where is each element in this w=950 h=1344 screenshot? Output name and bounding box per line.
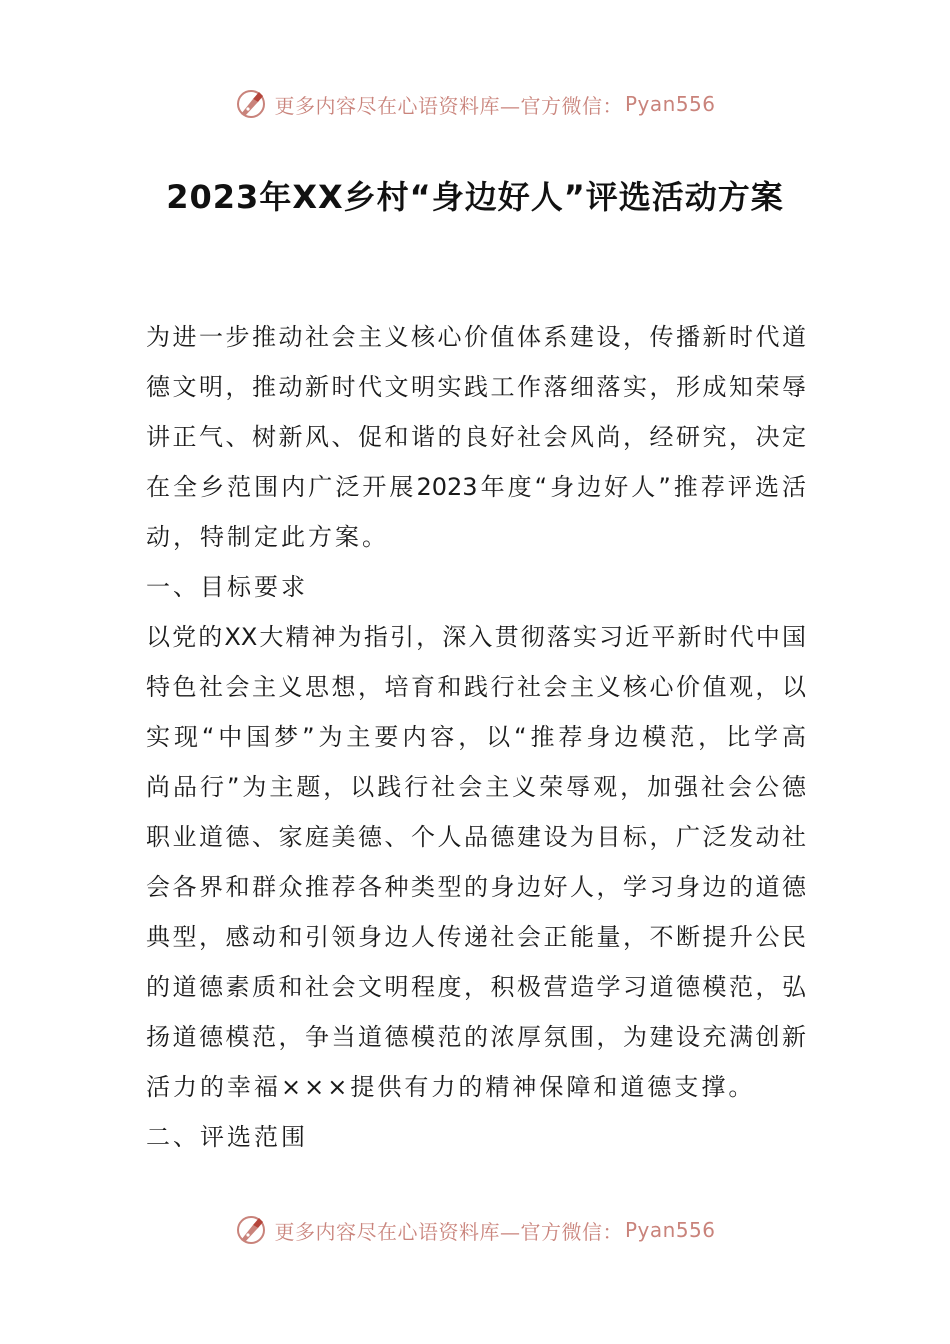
watermark-text: 更多内容尽在心语资料库—官方微信：	[274, 93, 623, 118]
watermark-text: 更多内容尽在心语资料库—官方微信：	[274, 1219, 623, 1244]
watermark-wechat-id: Pyan556	[624, 1218, 716, 1242]
watermark-header	[0, 84, 950, 124]
pen-nib-logo-icon	[234, 1213, 268, 1247]
text-line: 德文明，推动新时代文明实践工作落细落实，形成知荣辱	[146, 373, 806, 401]
text-line: 活力的幸福×××提供有力的精神保障和道德支撑。	[146, 1073, 756, 1101]
text-line: 职业道德、家庭美德、个人品德建设为目标，广泛发动社	[146, 823, 806, 851]
text-line: 特色社会主义思想，培育和践行社会主义核心价值观，以	[146, 673, 806, 701]
text-line: 讲正气、树新风、促和谐的良好社会风尚，经研究，决定	[146, 423, 806, 451]
goal-paragraph	[146, 612, 806, 1112]
section-heading-scope: 二、评选范围	[146, 1123, 308, 1151]
text-line: 会各界和群众推荐各种类型的身边好人，学习身边的道德	[146, 873, 806, 901]
text-line: 的道德素质和社会文明程度，积极营造学习道德模范，弘	[146, 973, 806, 1001]
text-line: 实现“中国梦”为主要内容，以“推荐身边模范，比学高	[146, 723, 806, 751]
pen-nib-logo-icon	[234, 87, 268, 121]
text-line: 在全乡范围内广泛开展2023年度“身边好人”推荐评选活	[146, 473, 806, 501]
text-line: 以党的XX大精神为指引，深入贯彻落实习近平新时代中国	[146, 623, 806, 651]
text-line: 为进一步推动社会主义核心价值体系建设，传播新时代道	[146, 323, 806, 351]
document-body	[146, 312, 806, 1162]
intro-paragraph	[146, 312, 806, 562]
text-line: 扬道德模范，争当道德模范的浓厚氛围，为建设充满创新	[146, 1023, 806, 1051]
watermark-footer	[0, 1210, 950, 1250]
section-heading-goals: 一、目标要求	[146, 573, 308, 601]
text-line: 尚品行”为主题，以践行社会主义荣辱观，加强社会公德	[146, 773, 806, 801]
watermark-wechat-id: Pyan556	[624, 92, 716, 116]
document-title: 2023年XX乡村“身边好人”评选活动方案	[166, 178, 784, 216]
text-line: 典型，感动和引领身边人传递社会正能量，不断提升公民	[146, 923, 806, 951]
text-line: 动，特制定此方案。	[146, 523, 389, 551]
